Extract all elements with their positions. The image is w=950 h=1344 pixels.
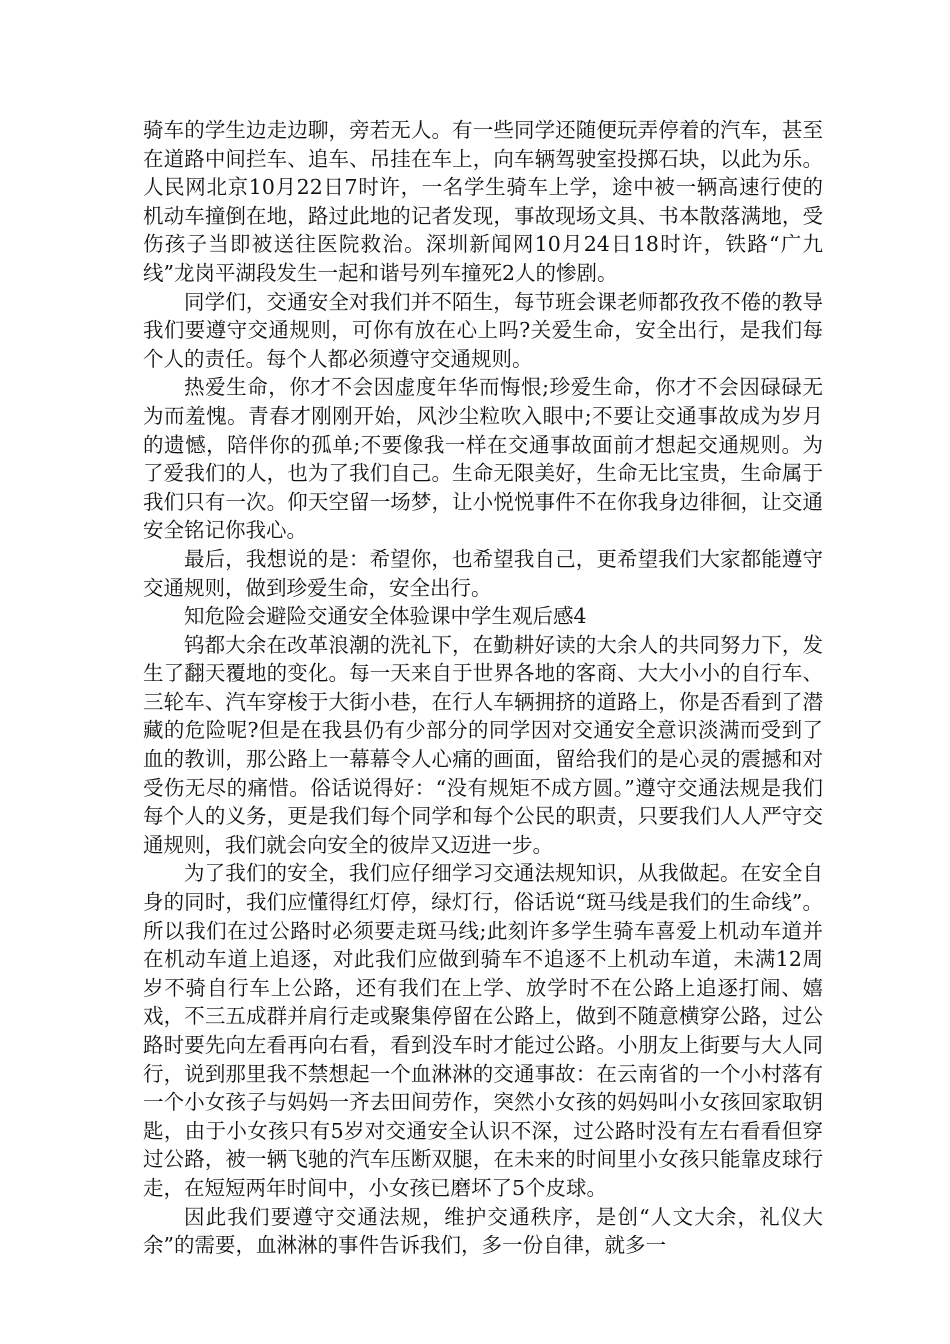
paragraph-7: 因此我们要遵守交通法规，维护交通秩序，是创“人文大余，礼仪大余”的需要，血淋淋的事件告诉我们，多一份自律，就多一 [143,1204,823,1258]
paragraph-2: 同学们，交通安全对我们并不陌生，每节班会课老师都孜孜不倦的教导我们要遵守交通规则，可你有放在心上吗?关爱生命，安全出行，是我们每个人的责任。每个人都必须遵守交通规则。 [143,289,823,371]
paragraph-6: 为了我们的安全，我们应仔细学习交通法规知识，从我做起。在安全自身的同时，我们应懂得红灯停，绿灯行，俗话说“斑马线是我们的生命线”。所以我们在过公路时必须要走斑马线;此刻许多学生骑车喜爱上机动车道并在机动车道上追逐，对此我们应做到骑车不追逐不上机动车道，未满12周岁不骑自行车上公路，还有我们在上学、放学时不在公路上追逐打闹、嬉戏，不三五成群并肩行走或聚集停留在公路上，做到不随意横穿公路，过公路时要先向左看再向右看，看到没车时才能过公路。小朋友上街要与大人同行，说到那里我不禁想起一个血淋淋的交通事故：在云南省的一个小村落有一个小女孩子与妈妈一齐去田间劳作，突然小女孩的妈妈叫小女孩回家取钥匙，由于小女孩只有5岁对交通安全认识不深，过公路时没有左右看看但穿过公路，被一辆飞驰的汽车压断双腿，在未来的时间里小女孩只能靠皮球行走，在短短两年时间中，小女孩已磨坏了5个皮球。 [143,861,823,1200]
paragraph-1: 骑车的学生边走边聊，旁若无人。有一些同学还随便玩弄停着的汽车，甚至在道路中间拦车、追车、吊挂在车上，向车辆驾驶室投掷石块，以此为乐。人民网北京10月22日7时许，一名学生骑车上学，途中被一辆高速行使的机动车撞倒在地，路过此地的记者发现，事故现场文具、书本散落满地，受伤孩子当即被送往医院救治。深圳新闻网10月24日18时许，铁路“广九线”龙岗平湖段发生一起和谐号列车撞死2人的惨剧。 [143,118,823,285]
section-heading: 知危险会避险交通安全体验课中学生观后感4 [184,604,587,629]
paragraph-5: 钨都大余在改革浪潮的洗礼下，在勤耕好读的大余人的共同努力下，发生了翻天覆地的变化。每一天来自于世界各地的客商、大大小小的自行车、三轮车、汽车穿梭于大街小巷，在行人车辆拥挤的道路上，你是否看到了潜藏的危险呢?但是在我县仍有少部分的同学因对交通安全意识淡满而受到了血的教训，那公路上一幕幕令人心痛的画面，留给我们的是心灵的震撼和对受伤无尽的痛惜。俗话说得好：“没有规矩不成方圆。”遵守交通法规是我们每个人的义务，更是我们每个同学和每个公民的职责，只要我们人人严守交通规则，我们就会向安全的彼岸又迈进一步。 [143,632,823,857]
document-page [143,116,823,1260]
paragraph-4: 最后，我想说的是：希望你，也希望我自己，更希望我们大家都能遵守交通规则，做到珍爱生命，安全出行。 [143,546,823,600]
paragraph-3: 热爱生命，你才不会因虚度年华而悔恨;珍爱生命，你才不会因碌碌无为而羞愧。青春才刚刚开始，风沙尘粒吹入眼中;不要让交通事故成为岁月的遗憾，陪伴你的孤单;不要像我一样在交通事故面前才想起交通规则。为了爱我们的人，也为了我们自己。生命无限美好，生命无比宝贵，生命属于我们只有一次。仰天空留一场梦，让小悦悦事件不在你我身边徘徊，让交通安全铭记你我心。 [143,375,823,543]
